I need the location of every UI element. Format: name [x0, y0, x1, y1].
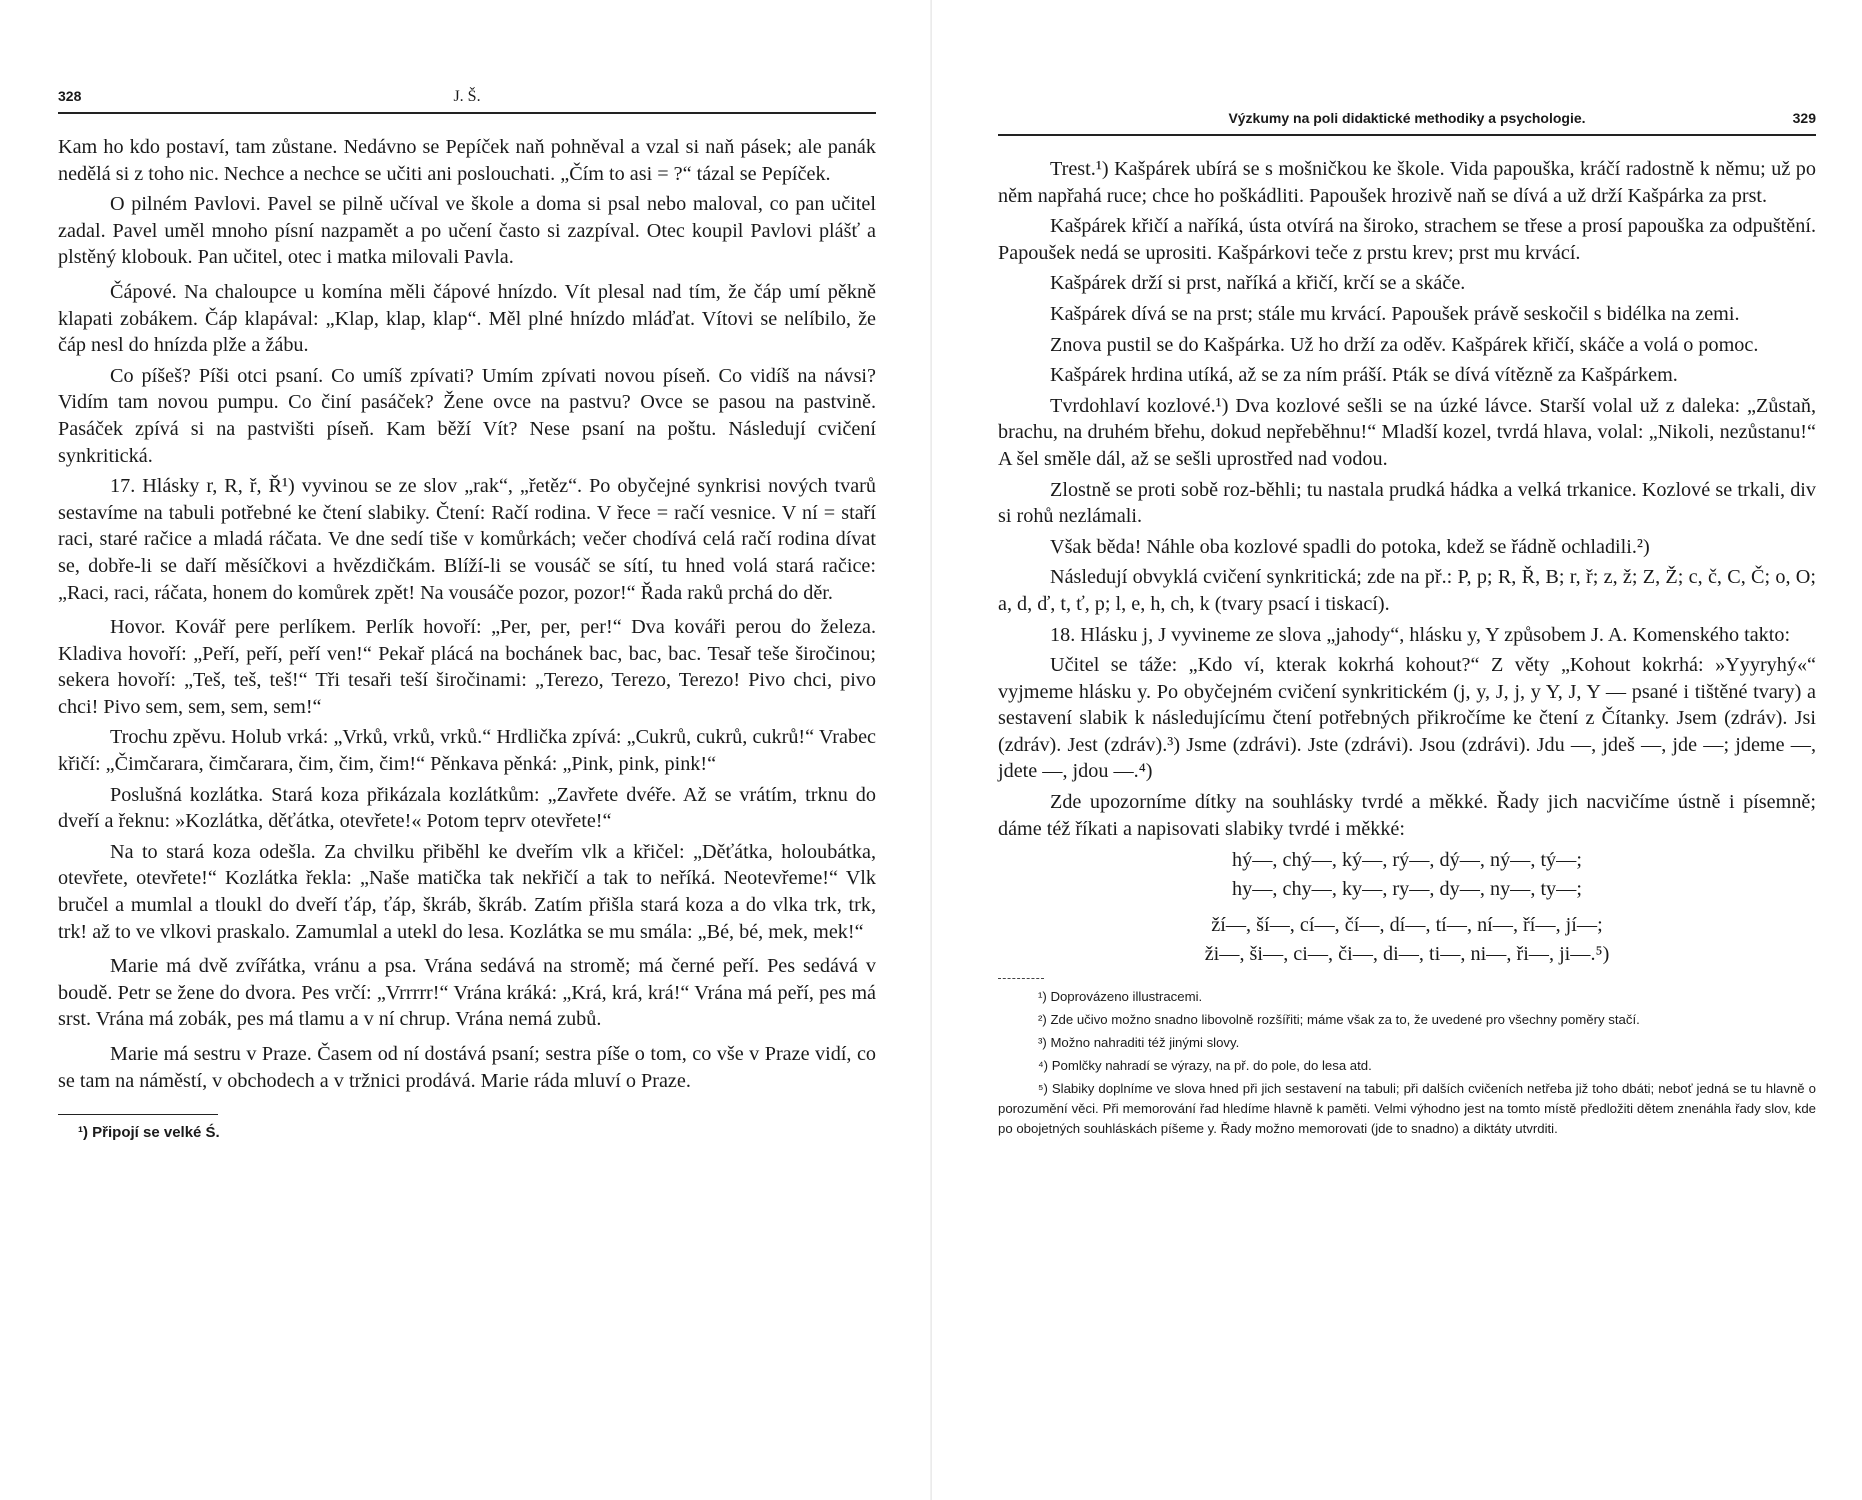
left-body	[58, 134, 876, 1094]
paragraph: Tvrdohlaví kozlové.¹) Dva kozlové sešli se na úzké lávce. Starší volal už z daleka: „Zůstaň, brachu, na druhém břehu, dokud nepřeběhnu!“ Mladší kozel, tvrdá hlava, volal: „Nikoli, nezůstanu!“ A šel směle dál, až se sešli uprostřed nad vodou.	[998, 394, 1816, 470]
paragraph: Zlostně se proti sobě roz-běhli; tu nastala prudká hádka a velká trkanice. Kozlové se trkali, div si rohů nezlámali.	[998, 478, 1816, 528]
footnote: ³) Možno nahraditi též jinými slovy.	[1038, 1035, 1240, 1051]
footnote: ¹) Doprovázeno illustracemi.	[1038, 989, 1203, 1005]
syllable-row: ži—, ši—, ci—, či—, di—, ti—, ni—, ři—, ji—.⁵)	[1204, 942, 1610, 965]
syllable-row: hy—, chy—, ky—, ry—, dy—, ny—, ty—;	[1232, 877, 1582, 900]
paragraph: Marie má dvě zvířátka, vránu a psa. Vrána sedává na stromě; má černé peří. Pes sedává v boudě. Petr se žene do dvora. Pes vrčí: „Vrrrrr!“ Vrána kráká: „Krá, krá, krá!“ Vrána má peří, pes má srst. Vrána má zobák, pes má tlamu a v ní chrup. Vrána nemá zubů.	[58, 955, 876, 1031]
paragraph: Zde upozorníme dítky na souhlásky tvrdé a měkké. Řady jich nacvičíme ústně i písemně; dáme též říkati a napisovati slabiky tvrdé i měkké:	[998, 791, 1816, 840]
paragraph: Hovor. Kovář pere perlíkem. Perlík hovoří: „Per, per, per!“ Dva kováři perou do železa. Kladiva hovoří: „Peří, peří, peří ven!“ Pekař plácá na bochánek bac, bac, bac. Tesař teše širočinou; sekera hovoří: „Teš, teš, teš!“ Tři tesaři teší širočinami: „Terezo, Terezo, Terezo! Pivo chci, pivo chci! Pivo sem, sem, sem, sem!“	[58, 616, 876, 718]
right-body	[998, 156, 1816, 842]
paragraph: Marie má sestru v Praze. Časem od ní dostává psaní; sestra píše o tom, co vše v Praze vidí, co se tam na náměstí, v obchodech a v tržnici prodává. Marie ráda mluví o Praze.	[58, 1043, 876, 1092]
right-page	[998, 0, 1816, 1142]
footnote: ²) Zde učivo možno snadno libovolně rozšířiti; máme však za to, že uvedené pro všechny poměry stačí.	[1038, 1012, 1640, 1028]
footnote: ⁵) Slabiky doplníme ve slova hned při jich sestavení na tabuli; při dalších cvičeních netřeba již toho dbáti; neboť jedná se tu hlavně o porozumění věci. Při memorování řad hledíme hlavně k paměti. Velmi výhodno jest na tomto místě předložiti dětem znenáhla řady slov, kde po obojetných souhláskách píšeme y. Řady možno memorovati (jde to snadno) a diktáty utvrditi.	[998, 1081, 1816, 1137]
footnote-rule	[998, 978, 1044, 979]
running-head-title: J. Š.	[453, 88, 481, 105]
paragraph: Kašpárek dívá se na prst; stále mu krvácí. Papoušek právě seskočil s bidélka na zemi.	[1050, 302, 1740, 325]
paragraph: Kašpárek křičí a naříká, ústa otvírá na široko, strachem se třese a prosí papouška za odpuštění. Papoušek nedá se uprositi. Kašpárkovi teče z prstu krev; prst mu krvácí.	[998, 215, 1816, 264]
footnote: ⁴) Pomlčky nahradí se výrazy, na př. do pole, do lesa atd.	[1038, 1058, 1372, 1074]
paragraph: Trest.¹) Kašpárek ubírá se s mošničkou ke škole. Vida papouška, kráčí radostně k němu; už po něm napřahá ruce; chce ho poškádliti. Papoušek hrozivě naň se dívá a už drží Kašpárka za prst.	[998, 158, 1816, 207]
paragraph: Následují obvyklá cvičení synkritická; zde na př.: P, p; R, Ř, B; r, ř; z, ž; Z, Ž; c, č, C, Č; o, O; a, d, ď, t, ť, p; l, e, h, ch, k (tvary psací i tiskací).	[998, 566, 1816, 615]
footnote-rule	[58, 1114, 218, 1115]
paragraph: Co píšeš? Píši otci psaní. Co umíš zpívati? Umím zpívati novou píseň. Co vidíš na návsi? Vidím tam novou pumpu. Co činí pasáček? Žene ovce na pastvu? Ovce se pasou na pastvině. Pasáček zpívá si na pastvišti píseň. Kam běží Vít? Nese psaní na poštu. Následují cvičení synkritická.	[58, 364, 876, 467]
paragraph: Znova pustil se do Kašpárka. Už ho drží za oděv. Kašpárek křičí, skáče a volá o pomoc.	[1050, 333, 1759, 356]
page-number: 328	[58, 88, 82, 104]
paragraph: Čápové. Na chaloupce u komína měli čápové hnízdo. Vít plesal nad tím, že čáp umí pěkně klapati zobákem. Čáp klapával: „Klap, klap, klap“. Měl plné hnízdo mláďat. Vítovi se nelíbilo, že čáp nesl do hnízda plže a žábu.	[58, 280, 876, 357]
paragraph: 17. Hlásky r, R, ř, Ř¹) vyvinou se ze slov „rak“, „řetěz“. Po obyčejné synkrisi nových tvarů sestavíme na tabuli potřebné ke čtení slabiky. Čtení: Račí rodina. V řece = račí vesnice. V ní = staří raci, staré račice a mladá ráčata. Ve dne sedí tiše v komůrkách; večer chodívá celá račí rodina dívat se, dobře-li se daří měsíčkovi a hvězdičkám. Blíží-li se vousáč se sítí, tu hned volá stará račice: „Raci, raci, ráčata, honem do komůrek zpět! Na vousáče pozor, pozor!“ Řada raků prchá do děr.	[58, 475, 876, 604]
paragraph: Trochu zpěvu. Holub vrká: „Vrků, vrků, vrků.“ Hrdlička zpívá: „Cukrů, cukrů, cukrů!“ Vrabec křičí: „Čimčarara, čimčarara, čim, čim, čim!“ Pěnkava pěnká: „Pink, pink, pink!“	[58, 726, 876, 776]
running-head-title: Výzkumy na poli didaktické methodiky a psychologie.	[1228, 110, 1586, 126]
syllable-table	[998, 846, 1816, 968]
syllable-row: ží—, ší—, cí—, čí—, dí—, tí—, ní—, ří—, jí—;	[1211, 914, 1603, 937]
paragraph: Kam ho kdo postaví, tam zůstane. Nedávno se Pepíček naň pohněval a vzal si naň pásek; ale panák nedělá si z toho nic. Nechce a nechce se učiti ani poslouchati. „Čím to asi = ?“ tázal se Pepíček.	[58, 136, 876, 185]
right-running-head	[998, 110, 1816, 138]
left-footnotes	[58, 1123, 876, 1143]
left-page	[58, 0, 876, 1146]
right-footnotes	[998, 987, 1816, 1139]
paragraph: Kašpárek hrdina utíká, až se za ním práší. Pták se dívá vítězně za Kašpárkem.	[1050, 364, 1678, 387]
paragraph: Kašpárek drží si prst, naříká a křičí, krčí se a skáče.	[1050, 272, 1466, 295]
left-running-head	[58, 88, 876, 116]
paragraph: 18. Hlásku j, J vyvineme ze slova „jahody“, hlásku y, Y způsobem J. A. Komenského takto:	[1050, 623, 1791, 646]
syllable-row: hý—, chý—, ký—, rý—, dý—, ný—, tý—;	[1232, 849, 1582, 872]
paragraph: Učitel se táže: „Kdo ví, kterak kokrhá kohout?“ Z věty „Kohout kokrhá: »Yyyryhý«“ vyjmeme hlásku y. Po obyčejném cvičení synkritickém (j, y, J, j, y Y, J, Y — psané i tištěné tvary) a sestavení slabik k následujícímu čtení potřebných přikročíme ke čtení z Čítanky. Jsem (zdráv). Jsi (zdráv). Jest (zdráv).³) Jsme (zdrávi). Jste (zdrávi). Jsou (zdrávi). Jdu —, jdeš —, jde —; jdeme —, jdete —, jdou —.⁴)	[998, 654, 1816, 783]
page-number: 329	[1792, 110, 1816, 126]
paragraph: Poslušná kozlátka. Stará koza přikázala kozlátkům: „Zavřete dvéře. Až se vrátím, trknu do dveří a řeknu: »Kozlátka, děťátka, otevřete!« Potom teprv otevřete!“	[58, 783, 876, 833]
paragraph: O pilném Pavlovi. Pavel se pilně učíval ve škole a doma si psal nebo maloval, co pan učitel zadal. Pavel uměl mnoho písní nazpamět a po učení často si zazpíval. Otec koupil Pavlovi plášť a plstěný klobouk. Pan učitel, otec i matka milovali Pavla.	[58, 193, 876, 269]
paragraph: Však běda! Náhle oba kozlové spadli do potoka, kdež se řádně ochladili.²)	[1050, 535, 1650, 558]
footnote: ¹) Připojí se velké Ś.	[78, 1124, 220, 1142]
gutter	[930, 0, 932, 1500]
paragraph: Na to stará koza odešla. Za chvilku přiběhl ke dveřím vlk a křičel: „Děťátka, holoubátka, otevřete, otevřete!“ Kozlátka řekla: „Naše matička tak nekřičí a tak to neříká. Neotevřeme!“ Vlk bručel a mumlal a tloukl do dveří ťáp, ťáp, škráb, škráb. Zatím přišla stará koza a do vlka trk, trk, trk! až to ve vlkovi praskalo. Zamumlal a utekl do lesa. Kozlátka se mu smála: „Bé, bé, mek, mek!“	[58, 840, 876, 943]
